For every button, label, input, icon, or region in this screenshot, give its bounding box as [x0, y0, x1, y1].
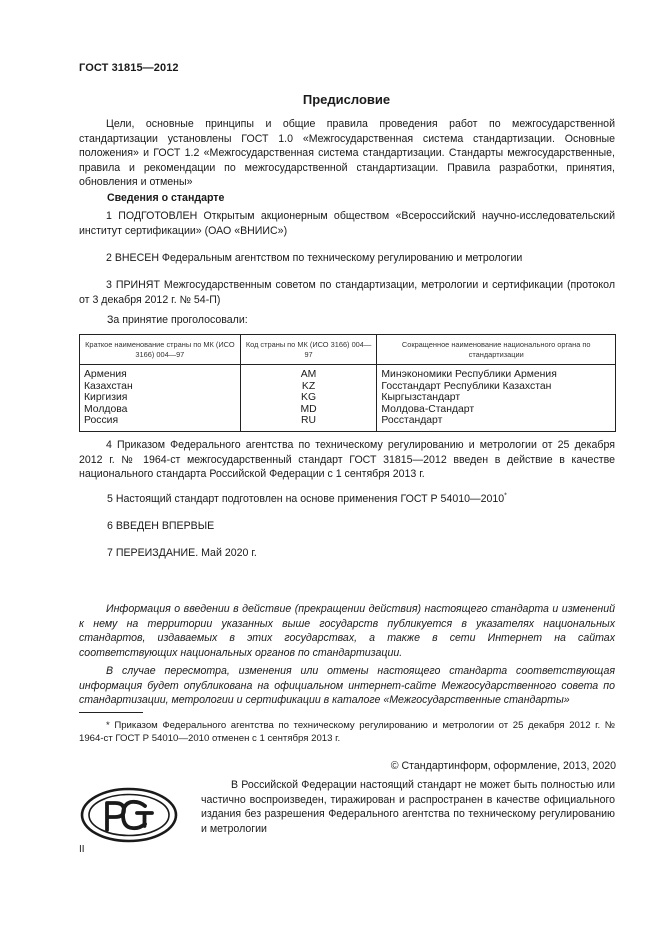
- body-cell: Госстандарт Республики Казахстан: [377, 381, 616, 393]
- copyright-notice: В Российской Федерации настоящий стандарт не может быть полностью или частично воспроизведен, тиражирован и распространен в качестве официального издания без разрешения Федерального агентства по техническому регулированию и метрологии: [201, 779, 615, 835]
- country-cell: Киргизия: [80, 392, 241, 404]
- table-row: [80, 381, 616, 393]
- country-cell: Молдова: [80, 404, 241, 416]
- page-title-text: Предисловие: [302, 92, 391, 107]
- info-item-5-text: 5 Настоящий стандарт подготовлен на основе применения ГОСТ Р 54010—2010: [107, 493, 505, 505]
- intro-paragraph: Цели, основные принципы и общие правила проведения работ по межгосударственной стандартизации установлены ГОСТ 1.0 «Межгосударственная система стандартизации. Основные положения» и ГОСТ 1.2 «Межгосударственная система стандартизации. Стандарты межгосударственные, правила и рекомендации по межгосударственной стандартизации. Правила разработки, принятия, обновления и отмены»: [79, 118, 615, 189]
- country-cell: Армения: [80, 365, 241, 381]
- info-item-3: 3 ПРИНЯТ Межгосударственным советом по стандартизации, метрологии и сертификации (протокол от 3 декабря 2012 г. № 54-П): [79, 279, 615, 306]
- country-cell: Казахстан: [80, 381, 241, 393]
- table-row: [80, 365, 616, 381]
- info-item-4: 4 Приказом Федерального агентства по техническому регулированию и метрологии от 25 декабря 2012 г. № 1964-ст межгосударственный стандарт ГОСТ 31815—2012 введен в действие в качестве национального стандарта Российской Федерации с 1 сентября 2013 г.: [79, 439, 615, 481]
- page-number: II: [79, 844, 85, 855]
- document-code: ГОСТ 31815—2012: [79, 62, 179, 74]
- voting-table-header-row: [80, 335, 616, 365]
- voted-label: За принятие проголосовали:: [107, 314, 248, 326]
- page-title: [0, 92, 661, 107]
- country-cell: Россия: [80, 415, 241, 431]
- rst-conformity-logo: [79, 786, 179, 844]
- body-cell: Минэкономики Республики Армения: [377, 365, 616, 381]
- voting-table: [79, 334, 616, 432]
- info-item-5: [107, 492, 507, 507]
- standard-info-heading: Сведения о стандарте: [107, 192, 225, 204]
- footnote-mark: *: [504, 492, 507, 500]
- info-item-6: 6 ВВЕДЕН ВПЕРВЫЕ: [107, 520, 215, 532]
- code-cell: RU: [240, 415, 377, 431]
- table-row: [80, 392, 616, 404]
- body-cell: Кыргызстандарт: [377, 392, 616, 404]
- column-header-body: Сокращенное наименование национального органа по стандартизации: [377, 335, 616, 365]
- column-header-code: Код страны по МК (ИСО 3166) 004—97: [240, 335, 377, 365]
- footnote-divider: [79, 712, 143, 713]
- table-row: [80, 404, 616, 416]
- info-item-7: 7 ПЕРЕИЗДАНИЕ. Май 2020 г.: [107, 547, 257, 559]
- code-cell: MD: [240, 404, 377, 416]
- body-cell: Росстандарт: [377, 415, 616, 431]
- info-item-1: 1 ПОДГОТОВЛЕН Открытым акционерным обществом «Всероссийский научно-исследовательский институт сертификации» (ОАО «ВНИИС»): [79, 210, 615, 237]
- column-header-country: Краткое наименование страны по МК (ИСО 3166) 004—97: [80, 335, 241, 365]
- body-cell: Молдова-Стандарт: [377, 404, 616, 416]
- info-block-paragraph-1: Информация о введении в действие (прекращении действия) настоящего стандарта и изменений к нему на территории указанных выше государств публикуется в указателях национальных стандартов, издаваемых в этих государствах, а также в сети Интернет на сайтах соответствующих национальных органов по стандартизации.: [79, 603, 615, 659]
- info-item-2: 2 ВНЕСЕН Федеральным агентством по техническому регулированию и метрологии: [106, 252, 523, 264]
- copyright-line: © Стандартинформ, оформление, 2013, 2020: [390, 760, 616, 772]
- table-row: [80, 415, 616, 431]
- footnote-text: * Приказом Федерального агентства по техническому регулированию и метрологии от 25 декабря 2012 г. № 1964-ст ГОСТ Р 54010—2010 отменен с 1 сентября 2013 г.: [79, 720, 615, 745]
- code-cell: KG: [240, 392, 377, 404]
- code-cell: AM: [240, 365, 377, 381]
- info-block-paragraph-2: В случае пересмотра, изменения или отмены настоящего стандарта соответствующая информация будет опубликована на официальном интернет-сайте Межгосударственного совета по стандартизации, метрологии и сертификации в каталоге «Межгосударственные стандарты»: [79, 665, 615, 707]
- code-cell: KZ: [240, 381, 377, 393]
